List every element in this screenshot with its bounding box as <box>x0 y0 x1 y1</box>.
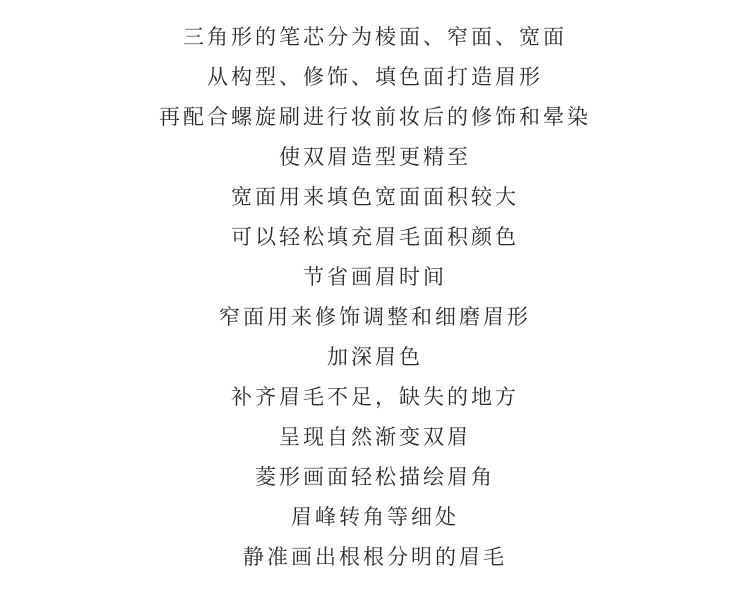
product-description <box>0 17 750 577</box>
description-line: 从构型、修饰、填色面打造眉形 <box>207 65 543 89</box>
description-line: 补齐眉毛不足，缺失的地方 <box>231 385 519 409</box>
description-line: 三角形的笔芯分为棱面、窄面、宽面 <box>183 25 567 49</box>
description-line: 节省画眉时间 <box>303 265 447 289</box>
description-line: 可以轻松填充眉毛面积颜色 <box>231 225 519 249</box>
description-line: 菱形画面轻松描绘眉角 <box>255 465 495 489</box>
description-line: 使双眉造型更精至 <box>279 145 471 169</box>
description-line: 加深眉色 <box>327 345 423 369</box>
description-line: 再配合螺旋刷进行妆前妆后的修饰和晕染 <box>159 105 591 129</box>
description-line: 静准画出根根分明的眉毛 <box>243 545 507 569</box>
description-line: 窄面用来修饰调整和细磨眉形 <box>219 305 531 329</box>
description-line: 眉峰转角等细处 <box>291 505 459 529</box>
description-line: 宽面用来填色宽面面积较大 <box>231 185 519 209</box>
description-line: 呈现自然渐变双眉 <box>279 425 471 449</box>
